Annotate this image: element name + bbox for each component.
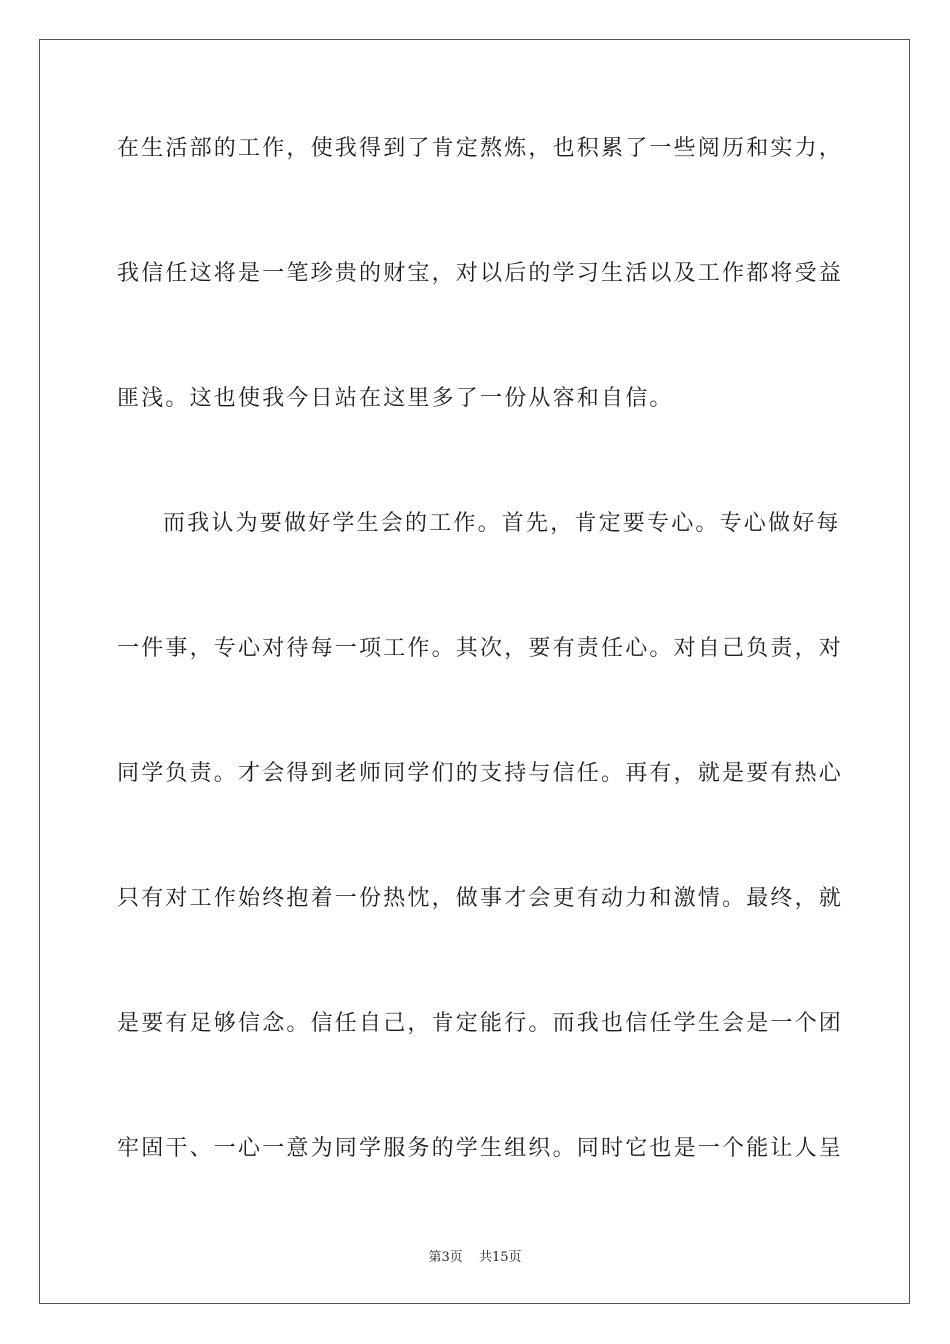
- text-line-8: 是要有足够信念。信任自己，肯定能行。而我也信任学生会是一个团: [117, 1011, 844, 1036]
- text-line-5: 一件事，专心对待每一项工作。其次，要有责任心。对自己负责，对: [117, 636, 844, 661]
- text-line-9: 牢固干、一心一意为同学服务的学生组织。同时它也是一个能让人呈: [117, 1136, 844, 1161]
- text-line-1: 在生活部的工作，使我得到了肯定熬炼，也积累了一些阅历和实力，: [117, 136, 844, 161]
- text-line-2: 我信任这将是一笔珍贵的财宝，对以后的学习生活以及工作都将受益: [117, 261, 844, 286]
- page-footer: [0, 1246, 950, 1265]
- text-line-6: 同学负责。才会得到老师同学们的支持与信任。再有，就是要有热心: [117, 761, 844, 786]
- page-number: 第3页: [428, 1250, 463, 1265]
- page-border: [39, 39, 910, 1304]
- text-line-3: 匪浅。这也使我今日站在这里多了一份从容和自信。: [117, 386, 674, 411]
- page-total: 共15页: [478, 1250, 522, 1265]
- text-line-7: 只有对工作始终抱着一份热忱，做事才会更有动力和激情。最终，就: [117, 886, 844, 911]
- text-line-4: 而我认为要做好学生会的工作。首先，肯定要专心。专心做好每: [163, 511, 841, 536]
